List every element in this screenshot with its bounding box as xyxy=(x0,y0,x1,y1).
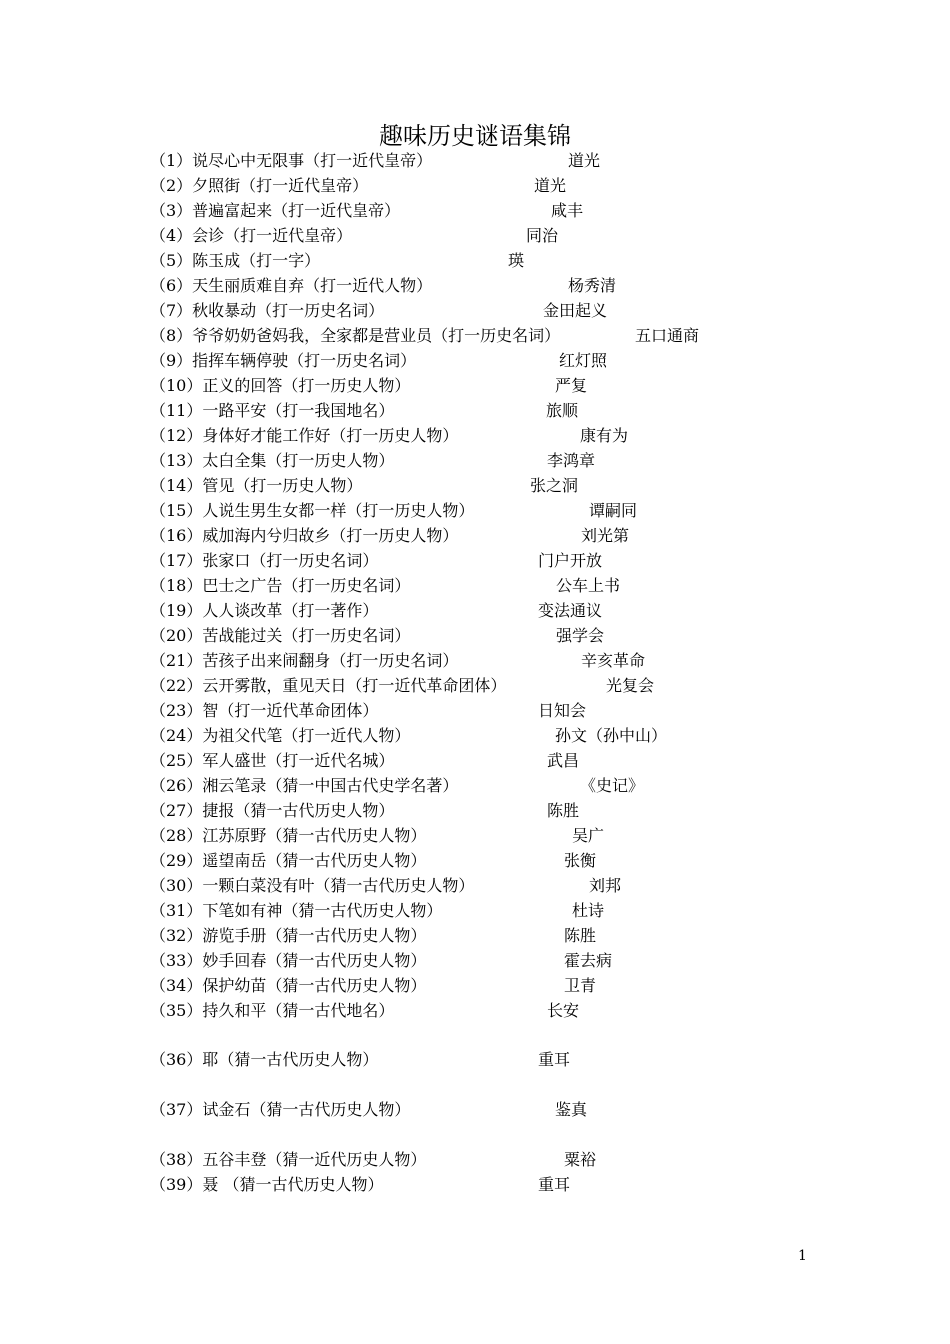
riddle-answer: 张之洞 xyxy=(530,476,579,495)
riddle-item xyxy=(0,948,950,973)
riddle-item xyxy=(0,498,950,523)
riddle-question: （27）捷报（猜一古代历史人物） xyxy=(150,801,395,820)
riddle-answer: 道光 xyxy=(534,176,567,195)
riddle-item xyxy=(0,623,950,648)
riddle-item xyxy=(0,1097,950,1122)
riddle-question: （12）身体好才能工作好（打一历史人物） xyxy=(150,426,459,445)
riddle-question: （16）威加海内兮归故乡（打一历史人物） xyxy=(150,526,459,545)
riddle-item xyxy=(0,798,950,823)
riddle-question: （1）说尽心中无限事（打一近代皇帝） xyxy=(150,151,433,170)
riddle-question: （30）一颗白菜没有叶（猜一古代历史人物） xyxy=(150,876,475,895)
riddle-answer: 康有为 xyxy=(580,426,629,445)
riddle-question: （35）持久和平（猜一古代地名） xyxy=(150,1001,395,1020)
riddle-answer: 长安 xyxy=(547,1001,580,1020)
riddle-answer: 旅顺 xyxy=(546,401,579,420)
riddle-item xyxy=(0,998,950,1023)
riddle-item xyxy=(0,523,950,548)
riddle-answer: 刘邦 xyxy=(589,876,622,895)
riddle-answer: 卫青 xyxy=(564,976,597,995)
riddle-question: （21）苦孩子出来闹翻身（打一历史名词） xyxy=(150,651,459,670)
riddle-item xyxy=(0,923,950,948)
riddle-item xyxy=(0,548,950,573)
riddle-item xyxy=(0,223,950,248)
riddle-question: （7）秋收暴动（打一历史名词） xyxy=(150,301,385,320)
riddle-answer: 刘光第 xyxy=(581,526,630,545)
riddle-item xyxy=(0,848,950,873)
riddle-item xyxy=(0,273,950,298)
riddle-question: （24）为祖父代笔（打一近代人物） xyxy=(150,726,411,745)
riddle-question: （5）陈玉成（打一字） xyxy=(150,251,321,270)
riddle-question: （14）管见（打一历史人物） xyxy=(150,476,363,495)
riddle-item xyxy=(0,198,950,223)
riddle-question: （8）爷爷奶奶爸妈我，全家都是营业员（打一历史名词） xyxy=(150,326,561,345)
riddle-answer: 门户开放 xyxy=(538,551,603,570)
riddle-question: （33）妙手回春（猜一古代历史人物） xyxy=(150,951,427,970)
riddle-item xyxy=(0,298,950,323)
riddle-question: （25）军人盛世（打一近代名城） xyxy=(150,751,395,770)
riddle-question: （39）聂 （猜一古代历史人物） xyxy=(150,1175,384,1194)
riddle-item xyxy=(0,873,950,898)
riddle-answer: 重耳 xyxy=(538,1175,571,1194)
riddle-answer: 鉴真 xyxy=(555,1100,588,1119)
riddle-item xyxy=(0,673,950,698)
riddle-item xyxy=(0,1172,950,1197)
riddle-answer: 严复 xyxy=(555,376,588,395)
riddle-item xyxy=(0,423,950,448)
riddle-question: （28）江苏原野（猜一古代历史人物） xyxy=(150,826,427,845)
riddle-question: （10）正义的回答（打一历史人物） xyxy=(150,376,411,395)
riddle-answer: 瑛 xyxy=(508,251,525,270)
riddle-question: （15）人说生男生女都一样（打一历史人物） xyxy=(150,501,475,520)
riddle-answer: 道光 xyxy=(568,151,601,170)
riddle-answer: 李鸿章 xyxy=(547,451,596,470)
riddle-answer: 陈胜 xyxy=(564,926,597,945)
riddle-answer: 杜诗 xyxy=(572,901,605,920)
riddle-answer: 同治 xyxy=(526,226,559,245)
riddle-question: （18）巴士之广告（打一历史名词） xyxy=(150,576,411,595)
riddle-item xyxy=(0,173,950,198)
riddle-answer: 吴广 xyxy=(572,826,605,845)
riddle-item xyxy=(0,323,950,348)
riddle-item xyxy=(0,473,950,498)
riddle-answer: 重耳 xyxy=(538,1050,571,1069)
riddle-question: （9）指挥车辆停驶（打一历史名词） xyxy=(150,351,417,370)
riddle-item xyxy=(0,723,950,748)
riddle-question: （20）苦战能过关（打一历史名词） xyxy=(150,626,411,645)
riddle-question: （13）太白全集（打一历史人物） xyxy=(150,451,395,470)
riddle-answer: 变法通议 xyxy=(538,601,603,620)
riddle-question: （22）云开雾散，重见天日（打一近代革命团体） xyxy=(150,676,507,695)
riddle-question: （38）五谷丰登（猜一近代历史人物） xyxy=(150,1150,427,1169)
riddle-answer: 孙文（孙中山） xyxy=(555,726,668,745)
riddle-answer: 《史记》 xyxy=(580,776,645,795)
riddle-answer: 光复会 xyxy=(606,676,655,695)
riddle-item xyxy=(0,748,950,773)
riddle-answer: 红灯照 xyxy=(559,351,608,370)
riddle-question: （11）一路平安（打一我国地名） xyxy=(150,401,395,420)
riddle-question: （32）游览手册（猜一古代历史人物） xyxy=(150,926,427,945)
riddle-item xyxy=(0,698,950,723)
riddle-answer: 武昌 xyxy=(547,751,580,770)
riddle-item xyxy=(0,1147,950,1172)
riddle-answer: 辛亥革命 xyxy=(581,651,646,670)
riddle-answer: 杨秀清 xyxy=(568,276,617,295)
riddle-answer: 金田起义 xyxy=(543,301,608,320)
riddle-question: （17）张家口（打一历史名词） xyxy=(150,551,379,570)
riddle-question: （6）天生丽质难自弃（打一近代人物） xyxy=(150,276,433,295)
riddle-item xyxy=(0,573,950,598)
riddle-question: （3）普遍富起来（打一近代皇帝） xyxy=(150,201,401,220)
riddle-question: （29）遥望南岳（猜一古代历史人物） xyxy=(150,851,427,870)
riddle-item xyxy=(0,823,950,848)
riddle-item xyxy=(0,448,950,473)
riddle-question: （2）夕照街（打一近代皇帝） xyxy=(150,176,369,195)
riddle-item xyxy=(0,348,950,373)
riddle-question: （31）下笔如有神（猜一古代历史人物） xyxy=(150,901,443,920)
riddle-question: （19）人人谈改革（打一著作） xyxy=(150,601,379,620)
riddle-item xyxy=(0,373,950,398)
riddle-item xyxy=(0,248,950,273)
riddle-item xyxy=(0,598,950,623)
riddle-answer: 日知会 xyxy=(538,701,587,720)
riddle-answer: 公车上书 xyxy=(556,576,621,595)
riddle-question: （23）智（打一近代革命团体） xyxy=(150,701,379,720)
riddle-question: （36）耶（猜一古代历史人物） xyxy=(150,1050,379,1069)
riddle-answer: 谭嗣同 xyxy=(589,501,638,520)
riddle-answer: 五口通商 xyxy=(635,326,700,345)
page-title: 趣味历史谜语集锦 xyxy=(379,122,571,150)
riddle-item xyxy=(0,148,950,173)
riddle-item xyxy=(0,648,950,673)
riddle-answer: 咸丰 xyxy=(551,201,584,220)
riddle-question: （37）试金石（猜一古代历史人物） xyxy=(150,1100,411,1119)
riddle-item xyxy=(0,898,950,923)
riddle-answer: 强学会 xyxy=(556,626,605,645)
riddle-question: （26）湘云笔录（猜一中国古代史学名著） xyxy=(150,776,459,795)
riddle-answer: 张衡 xyxy=(564,851,597,870)
riddle-item xyxy=(0,773,950,798)
riddle-answer: 粟裕 xyxy=(564,1150,597,1169)
riddle-item xyxy=(0,973,950,998)
riddle-answer: 霍去病 xyxy=(564,951,613,970)
riddle-item xyxy=(0,398,950,423)
page-number: 1 xyxy=(798,1248,807,1264)
riddle-item xyxy=(0,1047,950,1072)
riddle-answer: 陈胜 xyxy=(547,801,580,820)
riddle-question: （34）保护幼苗（猜一古代历史人物） xyxy=(150,976,427,995)
riddle-question: （4）会诊（打一近代皇帝） xyxy=(150,226,353,245)
